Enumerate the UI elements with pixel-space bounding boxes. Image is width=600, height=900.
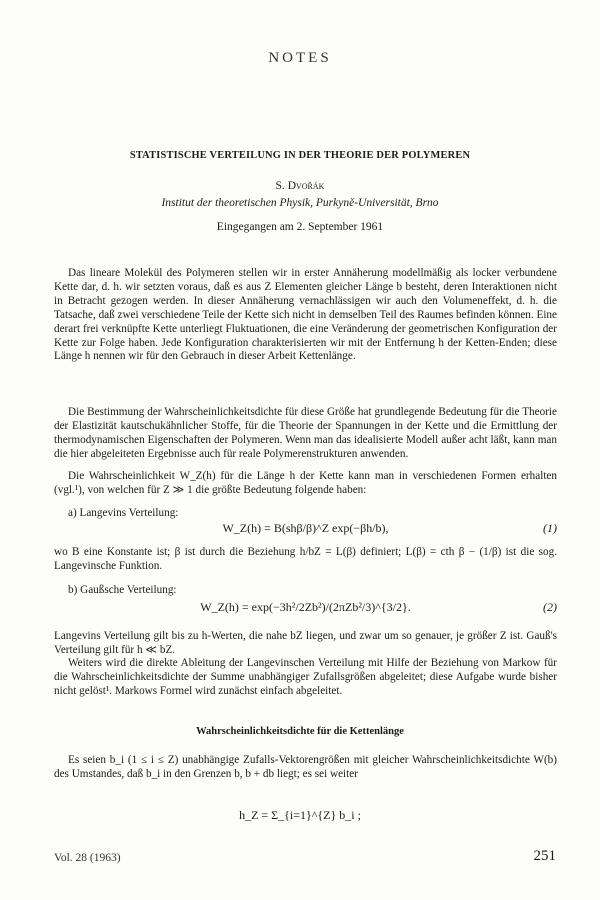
- affiliation: Institut der theoretischen Physik, Purkyně-Universität, Brno: [161, 197, 439, 209]
- article-title: STATISTISCHE VERTEILUNG IN DER THEORIE DER POLYMEREN: [129, 150, 471, 161]
- paragraph-3-text: Die Wahrscheinlichkeit W_Z(h) für die Länge h der Kette kann man in verschiedenen Formen erhalten (vgl.¹), von welchen für Z ≫ 1 die größte Bedeutung folgende haben:: [54, 470, 557, 496]
- equation-2-number: (2): [543, 600, 557, 614]
- case-b-label-text: b) Gaußsche Verteilung:: [68, 584, 177, 596]
- paragraph-1-text: Das lineare Molekül des Polymeren stellen wir in erster Annäherung modellmäßig als locker verbundene Kette dar, d. h. wir setzten voraus, daß es aus Z Elementen gleicher Länge b besteht, deren Interaktionen nicht in Betracht gezogen werden. In dieser Annäherung vernachlässigen wir auch den Volumeneffekt, d. h. die Tatsache, daß zwei verschiedene Teile der Kette sich nicht in demselben Teil des Raumes befinden können. Eine derart frei verknüpfte Kette unterliegt Fluktuationen, die eine Veränderung der geometrischen Konfiguration der Kette zur Folge haben. Jede Konfiguration charakterisierten wir mit der Entfernung h der Ketten-Enden; diese Länge h nennen wir für den Gebrauch in dieser Arbeit Kettenlänge.: [54, 267, 557, 363]
- author-initial: S.: [275, 180, 285, 192]
- author-name: Dvořák: [287, 180, 325, 192]
- paragraph-8: [54, 657, 557, 699]
- received-date: Eingegangen am 2. September 1961: [216, 221, 384, 233]
- equation-1-formula: W_Z(h) = B(shβ/β)^Z exp(−βh/b),: [222, 521, 389, 535]
- paragraph-8-text: Weiters wird die direkte Ableitung der Langevinschen Verteilung mit Hilfe der Beziehung von Markow für die Wahrscheinlichkeitsdichte der Summe unabhängiger Zufallsgrößen abgeleitet; diese Aufgabe wurde bisher nicht gelöst¹. Markows Formel wird zunächst einfach abgeleitet.: [54, 657, 557, 697]
- running-head: NOTES: [268, 50, 332, 66]
- paragraph-3: [54, 470, 557, 498]
- paragraph-2-text: Die Bestimmung der Wahrscheinlichkeitsdichte für diese Größe hat grundlegende Bedeutung für die Theorie der Elastizität kautschukähnlicher Stoffe, für die Theorie der Spannungen in der Kette und die Ermittlung der thermodynamischen Eigenschaften der Polymeren. Wenn man das idealisierte Modell außer acht läßt, kann man die hier abgeleiteten Ergebnisse auch für reale Polymerenstrukturen anwenden.: [54, 406, 557, 460]
- paragraph-5: [54, 546, 557, 574]
- equation-2-formula: W_Z(h) = exp(−3h²/2Zb²)/(2πZb²/3)^{3/2}.: [200, 600, 411, 614]
- paragraph-9: [54, 754, 557, 782]
- equation-1: [54, 521, 557, 541]
- paragraph-1: [54, 267, 557, 364]
- case-a-label: [54, 507, 557, 521]
- case-a-label-text: a) Langevins Verteilung:: [68, 507, 179, 519]
- equation-3: h_Z = Σ_{i=1}^{Z} b_i ;: [239, 808, 361, 822]
- volume-info: Vol. 28 (1963): [54, 852, 121, 864]
- case-b-label: [54, 584, 557, 598]
- page-number: 251: [533, 848, 556, 864]
- equation-2: [54, 600, 557, 620]
- equation-1-number: (1): [543, 521, 557, 535]
- section-heading: Wahrscheinlichkeitsdichte für die Kettenlänge: [196, 726, 404, 737]
- paragraph-7: [54, 630, 557, 658]
- paragraph-5-text: wo B eine Konstante ist; β ist durch die Beziehung h/bZ = L(β) definiert; L(β) = cth β − (1/β) ist die sog. Langevinsche Funktion.: [54, 546, 557, 572]
- paragraph-2: [54, 406, 557, 462]
- author-line: [0, 180, 600, 192]
- paragraph-9-text: Es seien b_i (1 ≤ i ≤ Z) unabhängige Zufalls-Vektorengrößen mit gleicher Wahrscheinlichkeitsdichte W(b) des Umstandes, daß b_i in den Grenzen b, b + db liegt; es sei weiter: [54, 754, 557, 780]
- paragraph-7-text: Langevins Verteilung gilt bis zu h-Werten, die nahe bZ liegen, und zwar um so genauer, je größer Z ist. Gauß's Verteilung gilt für h ≪ bZ.: [54, 630, 557, 656]
